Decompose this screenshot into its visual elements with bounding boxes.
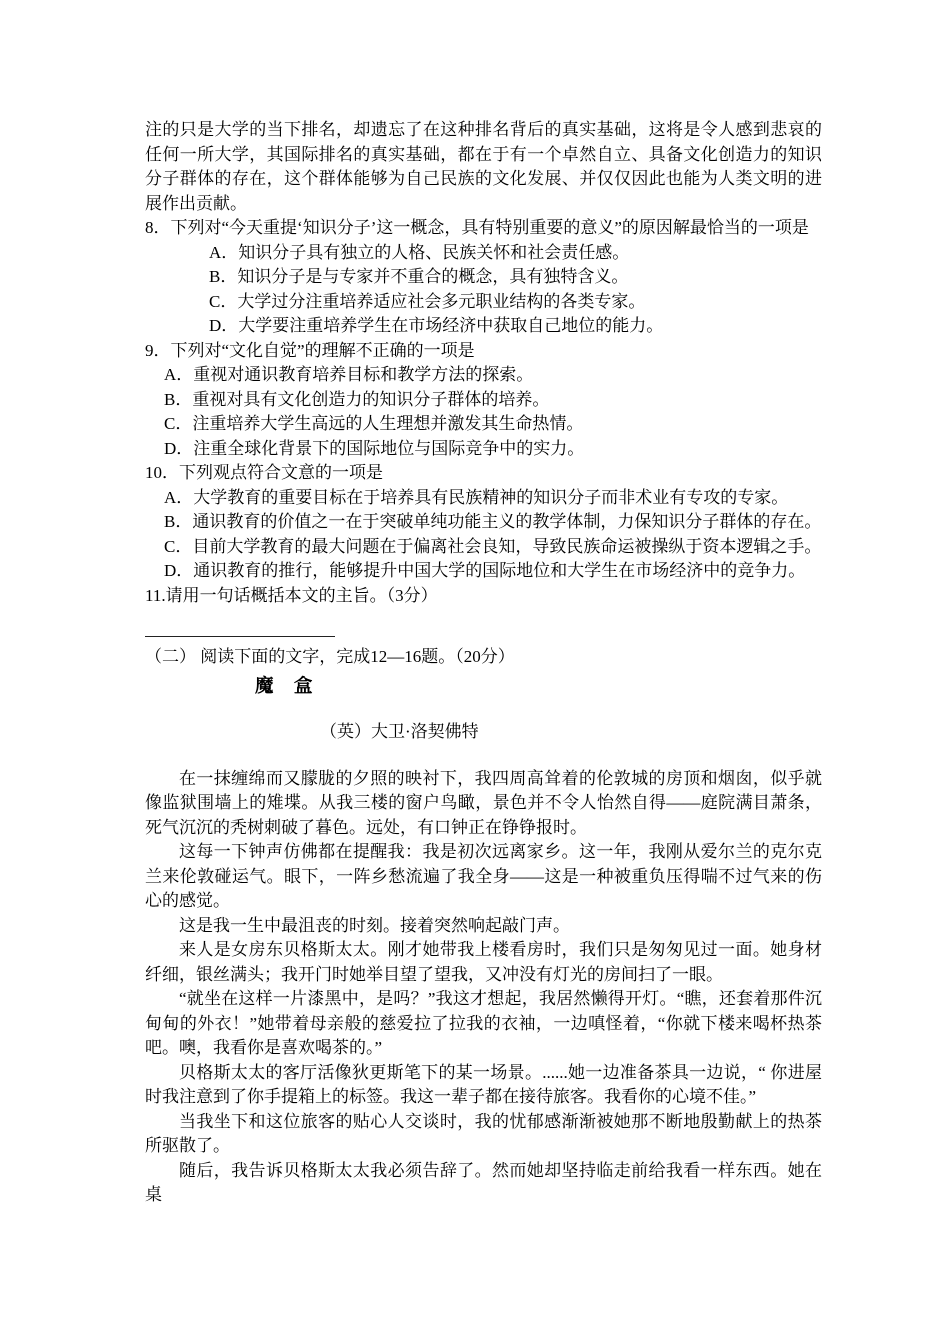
question-9-option-a: A．重视对通识教育培养目标和教学方法的探索。: [164, 365, 534, 384]
question-9-option-c: C．注重培养大学生高远的人生理想并激发其生命热情。: [164, 414, 584, 433]
question-9: [145, 339, 822, 462]
question-10: [145, 461, 822, 584]
story-paragraph-7: 当我坐下和这位旅客的贴心人交谈时，我的忧郁感渐渐被她那不断地殷勤献上的热茶所驱散了。: [145, 1111, 822, 1155]
question-10-option-c: C．目前大学教育的最大问题在于偏离社会良知，导致民族命运被操纵于资本逻辑之手。: [164, 536, 822, 556]
question-8: [145, 216, 822, 339]
story-title: 魔 盒: [255, 676, 314, 697]
question-9-option-b: B．重视对具有文化创造力的知识分子群体的培养。: [164, 389, 550, 409]
story-paragraph-1: 在一抹缠绵而又朦胧的夕照的映衬下，我四周高耸着的伦敦城的房顶和烟囱，似乎就像监狱围墙上的雉堞。从我三楼的窗户鸟瞰，景色并不令人怡然自得——庭院满目萧条，死气沉沉的秃树刺破了暮色。远处，有口钟正在铮铮报时。: [145, 768, 822, 837]
story-paragraph-4: 来人是女房东贝格斯太太。刚才她带我上楼看房时，我们只是匆匆见过一面。她身材纤细，银丝满头；我开门时她举目望了望我，又冲没有灯光的房间扫了一眼。: [145, 940, 822, 984]
story-paragraph-2: 这每一下钟声仿佛都在提醒我：我是初次远离家乡。这一年，我刚从爱尔兰的克尔克兰来伦敦碰运气。眼下，一阵乡愁流遍了我全身——这是一种被重负压得喘不过气来的伤心的感觉。: [145, 842, 822, 910]
intro-paragraph: 注的只是大学的当下排名，却遗忘了在这种排名背后的真实基础，这将是令人感到悲哀的任何一所大学，其国际排名的真实基础，都在于有一个卓然自立、具备文化创造力的知识分子群体的存在，这个群体能够为自己民族的文化发展、并仅仅因此也能为人类文明的进展作出贡献。: [145, 120, 822, 213]
question-11: 11.请用一句话概括本文的主旨。（3分）: [145, 585, 438, 605]
question-9-option-d: D．注重全球化背景下的国际地位与国际竞争中的实力。: [164, 438, 585, 458]
story-paragraph-8: 随后，我告诉贝格斯太太我必须告辞了。然而她却坚持临走前给我看一样东西。她在桌: [145, 1160, 822, 1204]
question-9-stem: 9．下列对“文化自觉”的理解不正确的一项是: [145, 340, 475, 360]
story-paragraph-5: “就坐在这样一片漆黑中，是吗？”我这才想起，我居然懒得开灯。“瞧，还套着那件沉甸甸的外衣！”她带着母亲般的慈爱拉了拉我的衣袖，一边嗔怪着，“你就下楼来喝杯热茶吧。噢，我看你是喜欢喝茶的。”: [145, 989, 822, 1057]
story-paragraph-3: 这是我一生中最沮丧的时刻。接着突然响起敲门声。: [179, 915, 570, 935]
question-10-stem: 10．下列观点符合文意的一项是: [145, 463, 383, 482]
story-body: [145, 767, 822, 1208]
question-10-option-a: A．大学教育的重要目标在于培养具有民族精神的知识分子而非术业有专攻的专家。: [164, 487, 789, 507]
question-10-option-b: B．通识教育的价值之一在于突破单纯功能主义的教学体制，力保知识分子群体的存在。: [164, 512, 822, 531]
question-8-option-d: D．大学要注重培养学生在市场经济中获取自己地位的能力。: [209, 316, 664, 335]
section-2-header: （二） 阅读下面的文字，完成12—16题。（20分）: [145, 647, 515, 666]
story-author: （英）大卫·洛契佛特: [320, 722, 479, 741]
question-8-option-a: A．知识分子具有独立的人格、民族关怀和社会责任感。: [209, 242, 630, 262]
question-8-option-c: C．大学过分注重培养适应社会多元职业结构的各类专家。: [209, 291, 646, 311]
answer-blank-line: [145, 620, 335, 637]
question-8-option-b: B．知识分子是与专家并不重合的概念，具有独特含义。: [209, 267, 629, 286]
question-8-stem: 8．下列对“今天重提‘知识分子’这一概念，具有特别重要的意义”的原因解最恰当的一项是: [145, 218, 809, 237]
question-10-option-d: D．通识教育的推行，能够提升中国大学的国际地位和大学生在市场经济中的竞争力。: [164, 561, 806, 580]
story-paragraph-6: 贝格斯太太的客厅活像狄更斯笔下的某一场景。......她一边准备茶具一边说，“ 你进屋时我注意到了你手提箱上的标签。我这一辈子都在接待旅客。我看你的心境不佳。”: [145, 1062, 822, 1106]
